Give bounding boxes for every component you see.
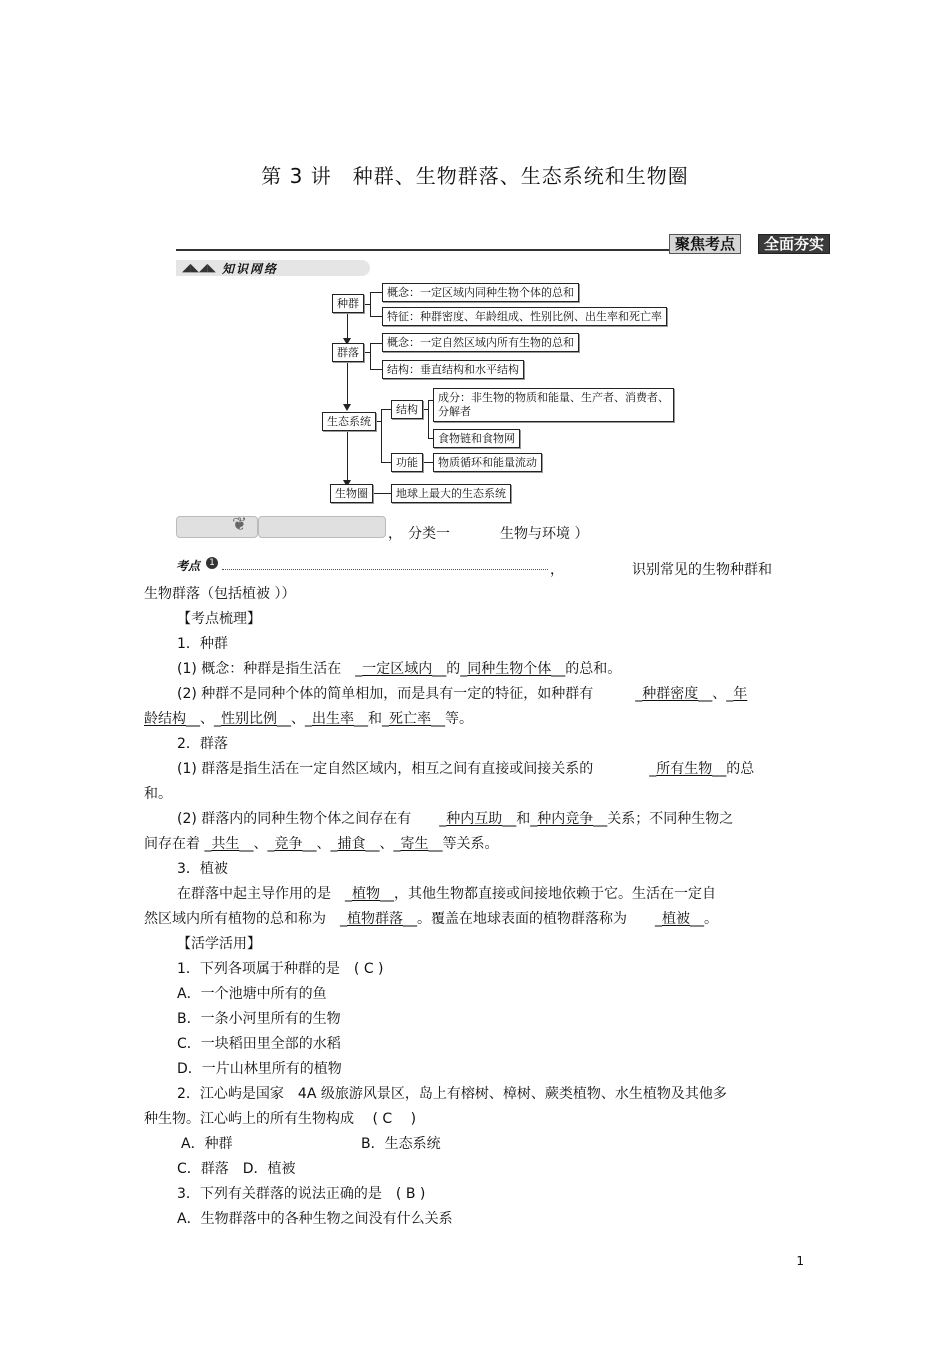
node-community-concept: 概念：一定自然区域内所有生物的总和 bbox=[382, 333, 579, 352]
section-label: 分类一 bbox=[408, 526, 450, 542]
node-biosphere: 生物圈 bbox=[330, 484, 373, 503]
text-line: 龄结构__、_性别比例__、_出生率__和_死亡率__等。 bbox=[144, 711, 473, 727]
text-line: 然区域内所有植物的总和称为 _植物群落__。覆盖在地球表面的植物群落称为 _植被__。 bbox=[144, 911, 718, 927]
answer: 同种生物个体 bbox=[467, 661, 552, 677]
answer: 植被 bbox=[662, 911, 690, 927]
option: A．种群 bbox=[181, 1136, 233, 1152]
text-line: (2) 种群不是同种个体的简单相加，而是具有一定的特征，如种群有 _种群密度__、_年 bbox=[177, 686, 748, 702]
text-line: 间存在着 _共生__、_竞争__、_捕食__、_寄生__等关系。 bbox=[144, 836, 499, 852]
question-2: 2．江心屿是国家 4A 级旅游风景区，岛上有榕树、樟树、蕨类植物、水生植物及其他多 bbox=[177, 1086, 727, 1102]
heading-practice: 【活学活用】 bbox=[177, 936, 261, 952]
heading-review: 【考点梳理】 bbox=[177, 611, 261, 627]
page-number: 1 bbox=[796, 1254, 804, 1268]
question-3: 3．下列有关群落的说法正确的是 ( B ) bbox=[177, 1186, 426, 1202]
option: A．一个池塘中所有的鱼 bbox=[177, 986, 327, 1002]
option: C．群落 D．植被 bbox=[177, 1161, 296, 1177]
heading-vegetation: 3．植被 bbox=[177, 861, 228, 877]
answer: 龄结构 bbox=[144, 711, 186, 727]
kaodian-label: 考点 bbox=[176, 559, 201, 573]
text-line: (1) 概念：种群是指生活在 _一定区域内__的_同种生物个体__的总和。 bbox=[177, 661, 622, 677]
components-line-1: 成分：非生物的物质和能量、生产者、消费者、 bbox=[438, 391, 669, 404]
banner-right: 全面夯实 bbox=[758, 234, 830, 254]
option: B．生态系统 bbox=[361, 1136, 441, 1152]
section-topic: 生物与环境 ） bbox=[500, 526, 589, 542]
option: B．一条小河里所有的生物 bbox=[177, 1011, 341, 1027]
banner-rule bbox=[176, 249, 670, 251]
components-line-2: 分解者 bbox=[438, 405, 471, 418]
answer: 年 bbox=[733, 686, 748, 702]
connector bbox=[347, 361, 348, 409]
knowledge-tab-label: 知识网络 bbox=[222, 262, 279, 276]
option: A．生物群落中的各种生物之间没有什么关系 bbox=[177, 1211, 453, 1227]
answer: 性别比例 bbox=[221, 711, 277, 727]
answer: 所有生物 bbox=[656, 761, 713, 777]
kaodian-text-1: 识别常见的生物种群和 bbox=[632, 562, 772, 578]
node-population: 种群 bbox=[332, 294, 364, 313]
node-biosphere-text: 地球上最大的生态系统 bbox=[391, 484, 511, 503]
answer: 竞争 bbox=[274, 836, 303, 852]
option: C．一块稻田里全部的水稻 bbox=[177, 1036, 341, 1052]
answer: 捕食 bbox=[337, 836, 366, 852]
text-line: 在群落中起主导作用的是 _植物__，其他生物都直接或间接地依赖于它。生活在一定自 bbox=[177, 886, 716, 902]
page-title: 第 3 讲 种群、生物群落、生态系统和生物圈 bbox=[261, 164, 689, 188]
text-line: 和。 bbox=[144, 786, 172, 802]
kaodian-text-2: 生物群落（包括植被 ）） bbox=[144, 586, 296, 602]
node-community-structure: 结构：垂直结构和水平结构 bbox=[382, 360, 524, 379]
answer: 出生率 bbox=[312, 711, 354, 727]
arrow-down-icon bbox=[343, 404, 351, 411]
node-population-traits: 特征：种群密度、年龄组成、性别比例、出生率和死亡率 bbox=[382, 307, 667, 326]
question-1: 1．下列各项属于种群的是 ( C ) bbox=[177, 961, 384, 977]
kaodian-comma: ， bbox=[550, 562, 564, 578]
heading-population: 1．种群 bbox=[177, 636, 228, 652]
question-2-cont: 种生物。江心屿上的所有生物构成 ( C ) bbox=[144, 1111, 417, 1127]
banner-left: 聚焦考点 bbox=[669, 234, 741, 254]
kaodian-rule bbox=[222, 569, 548, 570]
heading-community: 2．群落 bbox=[177, 736, 228, 752]
option: D．一片山林里所有的植物 bbox=[177, 1061, 342, 1077]
section-sep: ， bbox=[388, 526, 402, 542]
section-pill-right bbox=[258, 516, 386, 538]
node-population-concept: 概念：一定区域内同种生物个体的总和 bbox=[382, 283, 579, 302]
answer: 一定区域内 bbox=[362, 661, 433, 677]
ribbon-icon: ❦ bbox=[232, 514, 248, 535]
node-function-text: 物质循环和能量流动 bbox=[433, 453, 542, 472]
answer: 死亡率 bbox=[389, 711, 431, 727]
node-structure: 结构 bbox=[391, 400, 423, 419]
answer: 植物 bbox=[352, 886, 380, 902]
node-food-chain: 食物链和食物网 bbox=[433, 429, 520, 448]
answer: 植物群落 bbox=[347, 911, 403, 927]
answer: 种群密度 bbox=[642, 686, 699, 702]
answer: 种内竞争 bbox=[537, 811, 594, 827]
answer: 寄生 bbox=[400, 836, 429, 852]
connector bbox=[347, 430, 348, 485]
answer: 共生 bbox=[211, 836, 240, 852]
text-line: (2) 群落内的同种生物个体之间存在有 _种内互助__和_种内竞争__关系；不同种生物之 bbox=[177, 811, 734, 827]
node-ecosystem: 生态系统 bbox=[322, 412, 376, 431]
wave-decoration-icon: ◢◣◢◣ bbox=[182, 261, 216, 274]
answer: 种内互助 bbox=[446, 811, 503, 827]
node-function: 功能 bbox=[391, 453, 423, 472]
node-components bbox=[433, 388, 674, 422]
kaodian-number: 1 bbox=[206, 557, 218, 569]
node-community: 群落 bbox=[332, 343, 364, 362]
text-line: (1) 群落是指生活在一定自然区域内，相互之间有直接或间接关系的 _所有生物__的总 bbox=[177, 761, 755, 777]
